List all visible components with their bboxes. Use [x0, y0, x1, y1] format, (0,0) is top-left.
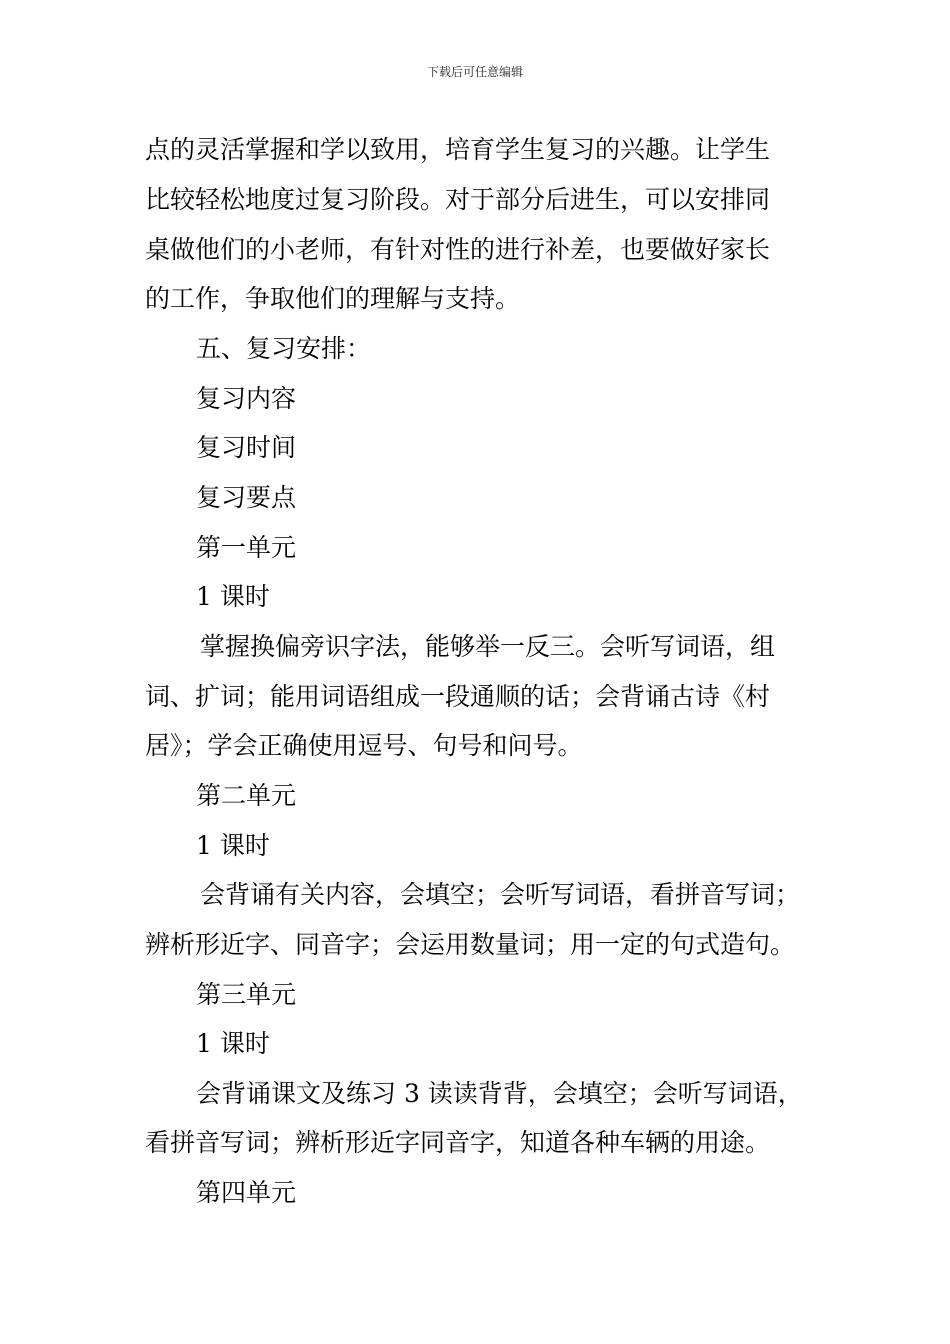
- unit-points-line: 词、扩词；能用词语组成一段通顺的话；会背诵古诗《村: [145, 682, 771, 711]
- unit-points-line: 会背诵有关内容，会填空；会听写词语，看拼音写词；: [200, 880, 801, 909]
- unit-points-line: 看拼音写词；辨析形近字同音字，知道各种车辆的用途。: [145, 1128, 771, 1157]
- unit-hours: 1 课时: [196, 1029, 270, 1058]
- unit-points-line: 居》；学会正确使用逗号、句号和问号。: [145, 731, 583, 760]
- unit-title: 第二单元: [196, 781, 297, 810]
- column-label-time: 复习时间: [196, 433, 297, 462]
- paragraph-line: 点的灵活掌握和学以致用，培育学生复习的兴趣。让学生: [145, 135, 771, 164]
- paragraph-line: 桌做他们的小老师，有针对性的进行补差，也要做好家长: [145, 235, 771, 264]
- unit-hours: 1 课时: [196, 582, 270, 611]
- unit-title: 第四单元: [196, 1178, 297, 1207]
- unit-points-line: 会背诵课文及练习 3 读读背背，会填空；会听写词语，: [196, 1079, 803, 1108]
- section-heading: 五、复习安排：: [196, 334, 372, 363]
- unit-title: 第三单元: [196, 980, 297, 1009]
- paragraph-line: 的工作，争取他们的理解与支持。: [145, 284, 521, 313]
- unit-points-line: 辨析形近字、同音字；会运用数量词；用一定的句式造句。: [145, 930, 796, 959]
- unit-title: 第一单元: [196, 533, 297, 562]
- column-label-content: 复习内容: [196, 384, 297, 413]
- column-label-points: 复习要点: [196, 483, 297, 512]
- paragraph-line: 比较轻松地度过复习阶段。对于部分后进生，可以安排同: [145, 185, 771, 214]
- page-header-note: 下载后可任意编辑: [426, 65, 523, 79]
- unit-points-line: 掌握换偏旁识字法，能够举一反三。会听写词语，组: [200, 632, 776, 661]
- unit-hours: 1 课时: [196, 831, 270, 860]
